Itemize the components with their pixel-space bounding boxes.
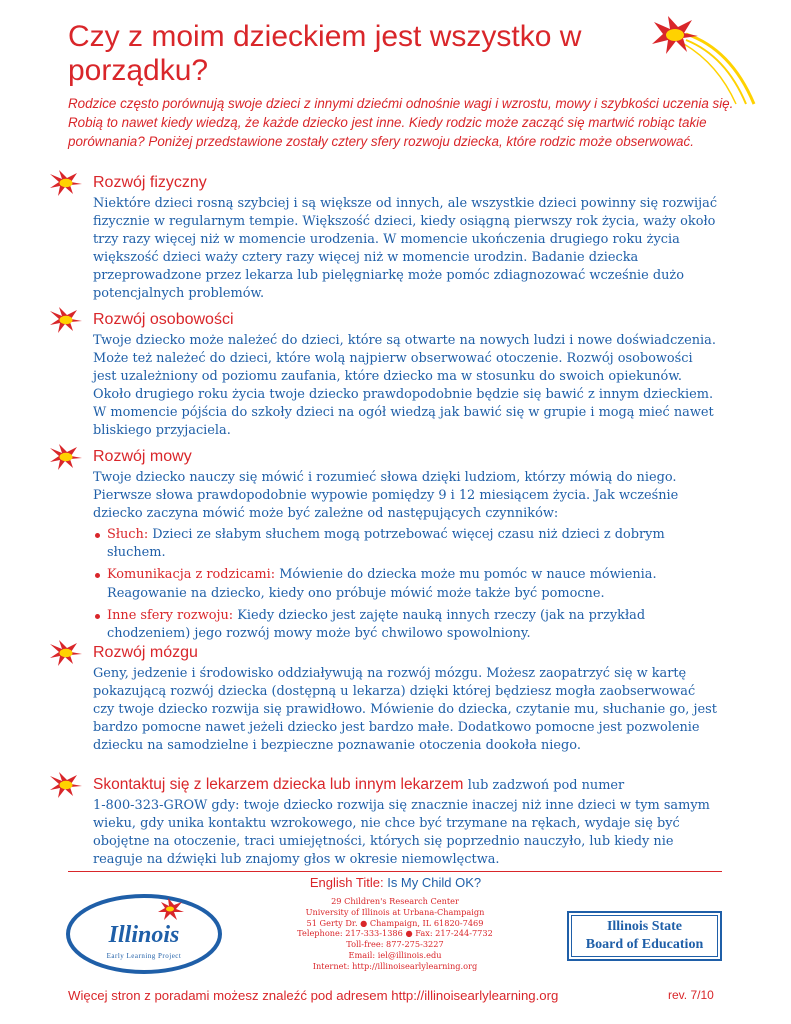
address-line: Toll-free: 877-275-3227: [346, 939, 444, 950]
revision-label: rev. 7/10: [668, 988, 714, 1002]
address-line: 51 Gerty Dr. ● Champaign, IL 61820-7469: [306, 917, 484, 928]
contact-title: Skontaktuj się z lekarzem dziecka lub innym lekarzem: [93, 776, 464, 793]
address-website[interactable]: Internet: http://illinoisearlylearning.org: [312, 960, 478, 971]
english-title-label: English Title:: [309, 875, 384, 890]
section-personality: [50, 310, 750, 441]
english-title: [0, 875, 791, 890]
intro-paragraph: Rodzice często porównują swoje dzieci z innymi dziećmi odnośnie wagi i wzrostu, mowy i szybkości uczenia się. Robią to nawet kiedy wiedzą, że każde dziecko jest inne. Kiedy rodzic może zacząć się martwić robiąc takie porównania? Poniżej przedstawione zostały cztery sfery rozwoju dziecka, które rodzic może obserwować.: [68, 96, 734, 149]
factor-term: Inne sfery rozwoju:: [107, 607, 234, 623]
contact-body: 1-800-323-GROW gdy: twoje dziecko rozwija się znacznie inaczej niż inne dzieci w tym samym wieku, gdy unika kontaktu wzrokowego, nie chce być trzymane na rękach, wydaje się być obojętne na otoczenie, traci umiejętności, których się poprzednio nauczyło, lub kiedy nie reaguje na dźwięki lub znajomy głos w okresie niemowlęctwa.: [93, 798, 710, 868]
section-title: Rozwój mowy: [93, 448, 192, 465]
factor-term: Słuch:: [107, 527, 149, 543]
isbe-line: Board of Education: [585, 937, 704, 952]
factor-text: Kiedy dziecko jest zajęte nauką innych rzeczy (jak na przykład chodzeniem) jego rozwój mowy może być chwilowo spowolniony.: [107, 607, 646, 641]
section-brain: [50, 643, 750, 755]
address-email[interactable]: Email: iel@illinois.edu: [348, 949, 442, 960]
list-item: [93, 526, 718, 562]
section-body: Geny, jedzenie i środowisko oddziaływują na rozwój mózgu. Możesz zaopatrzyć się w kartę pokazującą rozwój dziecka (dostępną u lekarza) dzięki której będziesz mogła zaobserwować czy twoje dziecko rozwija się prawidłowo. Mówienie do dziecka, czytanie mu, słuchanie go, jest bardzo pomocne nawet jeżeli dziecko jest bardzo małe. Dodatkowo pomocne jest pozwolenie dziecku na samodzielne i bezpieczne poznawanie otoczenia dookoła niego.: [93, 666, 717, 754]
bullet-icon: [95, 614, 100, 619]
address-line: 29 Children's Research Center: [331, 896, 459, 906]
section-body: Twoje dziecko może należeć do dzieci, które są otwarte na nowych ludzi i nowe doświadczenia. Może też należeć do dzieci, które wolą najpierw obserwować otoczenie. Rozwój osobowości jest uzależniony od poziomu zaufania, które dziecko ma w stosunku do swoich opiekunów. Około drugiego roku życia twoje dziecko prawdopodobnie będzie się bawić z innym dzieckiem. W momencie pójścia do szkoły dzieci na ogół wiedzą jak bawić się w grupie i mogą mieć nawet bliskiego przyjaciela.: [93, 333, 716, 439]
address-line: University of Illinois at Urbana-Champaign: [305, 906, 485, 917]
isbe-line: Illinois State: [606, 919, 683, 934]
section-contact: [50, 775, 750, 869]
section-speech: [50, 447, 750, 647]
page-title: Czy z moim dzieckiem jest wszystko w porządku?: [68, 20, 582, 87]
bullet-icon: [95, 533, 100, 538]
factor-text: Mówienie do dziecka może mu pomóc w nauce mówienia. Reagowanie na dziecko, kiedy ono próbuje mówić może także być pomocne.: [107, 567, 657, 601]
factor-list: [93, 526, 718, 643]
list-item: [93, 607, 718, 643]
iel-logo: [66, 892, 226, 974]
logo-sub: Early Learning Project: [106, 952, 182, 960]
factor-term: Komunikacja z rodzicami:: [107, 567, 276, 583]
section-physical: [50, 173, 750, 304]
star-icon: [50, 444, 82, 470]
contact-inline: lub zadzwoń pod numer: [467, 778, 625, 793]
divider: [68, 871, 722, 872]
section-title: Rozwój mózgu: [93, 644, 198, 661]
isbe-logo: [567, 911, 722, 961]
address-line: Telephone: 217-333-1386 ● Fax: 217-244-7732: [297, 928, 493, 939]
bullet-icon: [95, 573, 100, 578]
logo-name: Illinois: [108, 922, 180, 948]
star-icon: [50, 170, 82, 196]
shooting-star-icon: [646, 14, 756, 106]
list-item: [93, 566, 718, 602]
factor-text: Dzieci ze słabym słuchem mogą potrzebować więcej czasu niż dzieci z dobrym słuchem.: [107, 527, 665, 561]
star-icon: [50, 640, 82, 666]
contact-heading: [93, 775, 624, 796]
english-title-value: Is My Child OK?: [387, 875, 482, 890]
section-title: Rozwój fizyczny: [93, 174, 207, 191]
star-icon: [50, 307, 82, 333]
more-info-link[interactable]: Więcej stron z poradami możesz znaleźć pod adresem http://illinoisearlylearning.org: [68, 988, 559, 1003]
section-body: Niektóre dzieci rosną szybciej i są większe od innych, ale wszystkie dzieci powinny się rozwijać fizycznie w regularnym tempie. Większość dzieci, kiedy osiągną pierwszy rok życia, waży około trzy razy więcej niż w momencie urodzenia. W momencie ukończenia drugiego roku życia większość dzieci waży cztery razy więcej niż w momencie urodzin. Badanie dziecka przeprowadzone przez lekarza lub pielęgniarkę może pomóc zdiagnozować wcześnie dużo potencjalnych problemów.: [93, 196, 718, 302]
section-body: Twoje dziecko nauczy się mówić i rozumieć słowa dzięki ludziom, którzy mówią do niego. Pierwsze słowa prawdopodobnie wypowie pomiędzy 9 i 12 miesiącem życia. Jak wcześnie dziecko zaczyna mówić może być zależne od następujących czynników:: [93, 470, 679, 522]
address-block: [250, 896, 540, 972]
section-title: Rozwój osobowości: [93, 311, 234, 328]
star-icon: [50, 772, 82, 798]
